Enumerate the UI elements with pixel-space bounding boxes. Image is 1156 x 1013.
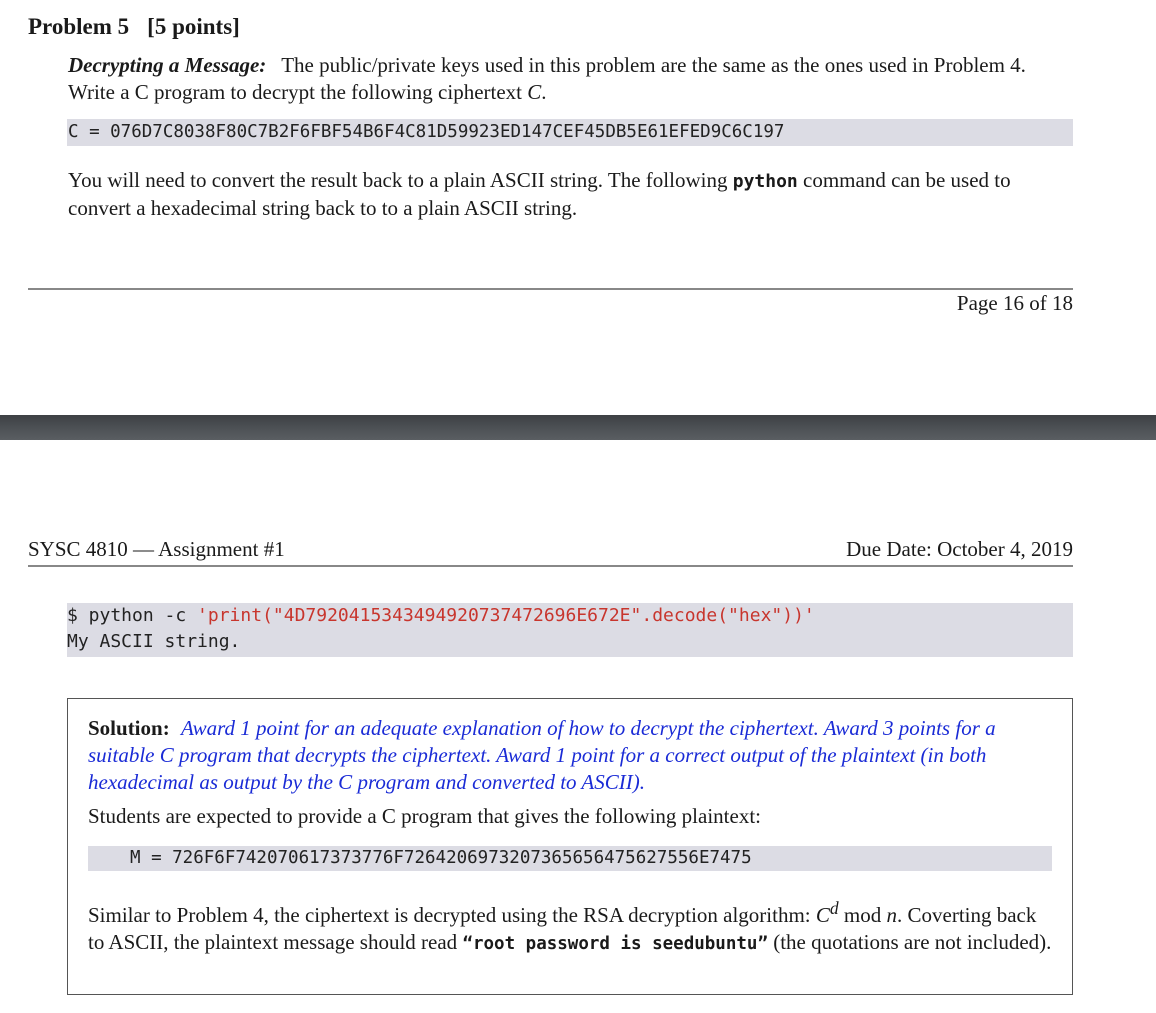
due-date: Due Date: October 4, 2019 — [846, 537, 1073, 561]
convert-text-before: You will need to convert the result back to a plain ASCII string. The following — [68, 168, 728, 192]
python-string: 'print("4D7920415343494920737472696E672E".decode("hex"))' — [197, 605, 815, 626]
python-output: My ASCII string. — [67, 631, 241, 652]
python-example-block — [67, 603, 1073, 657]
plaintext-block — [88, 846, 1052, 871]
convert-paragraph — [68, 167, 1073, 222]
page-separator — [0, 415, 1156, 440]
course-header: SYSC 4810 — Assignment #1 — [28, 537, 285, 561]
formula-n: n — [886, 903, 897, 927]
problem-title: Problem 5 — [28, 14, 130, 39]
explanation-text-b: Coverting back to ASCII, the plaintext message should read — [88, 903, 1037, 954]
problem-heading — [28, 14, 240, 40]
solution-label: Solution: — [88, 716, 170, 740]
python-command-line — [67, 603, 1073, 629]
intro-end: . — [541, 80, 547, 104]
explanation-text-c: (the quotations are not included). — [773, 930, 1052, 954]
intro-variable: C — [527, 80, 542, 104]
ciphertext-block — [67, 119, 1073, 146]
formula-mod: mod — [843, 903, 882, 927]
problem-points: [5 points] — [147, 14, 240, 39]
quoted-plaintext: “root password is seedubuntu” — [462, 934, 768, 954]
solution-explanation: Similar to Problem 4, the ciphertext is decrypted using the RSA decryption algorithm: $C^d$ mod n. Coverting back to ASCII, the plaintext message should read “root password is seedubuntu” (the quotations are not included). — [88, 898, 1052, 954]
plaintext-value: M = 726F6F742070617373776F7264206973207365656475627556E7475 — [130, 848, 752, 868]
intro-text: The public/private keys used in this problem are the same as the ones used in Problem 4. Write a C program to decrypt the following ciphertext — [68, 53, 1026, 104]
python-prompt: $ python -c — [67, 605, 198, 626]
header-rule — [28, 565, 1073, 567]
solution-award — [88, 715, 1053, 796]
formula-base: C — [815, 903, 830, 927]
solution-expected: Students are expected to provide a C program that gives the following plaintext: — [88, 804, 761, 828]
problem-intro — [68, 52, 1073, 106]
explanation-text-a: Similar to Problem 4, the ciphertext is decrypted using the RSA decryption algorithm: — [88, 903, 811, 927]
formula-exponent: d — [829, 898, 839, 918]
solution-box — [67, 698, 1073, 995]
page-number: Page 16 of 18 — [956, 291, 1073, 315]
convert-text-after: command can be used to convert a hexadecimal string back to to a plain ASCII string. — [68, 168, 1011, 220]
footer-rule — [28, 288, 1073, 290]
solution-award-text: Award 1 point for an adequate explanation of how to decrypt the ciphertext. Award 3 points for a suitable C program that decrypts the ciphertext. Award 1 point for a correct output of the plaintext (in both hexadecimal as output by the C program and converted to ASCII). — [88, 716, 996, 794]
problem-lead: Decrypting a Message: — [68, 53, 267, 77]
ciphertext-value: C = 076D7C8038F80C7B2F6FBF54B6F4C81D59923ED147CEF45DB5E61EFED9C6C197 — [68, 122, 785, 142]
python-command-word: python — [732, 171, 798, 192]
